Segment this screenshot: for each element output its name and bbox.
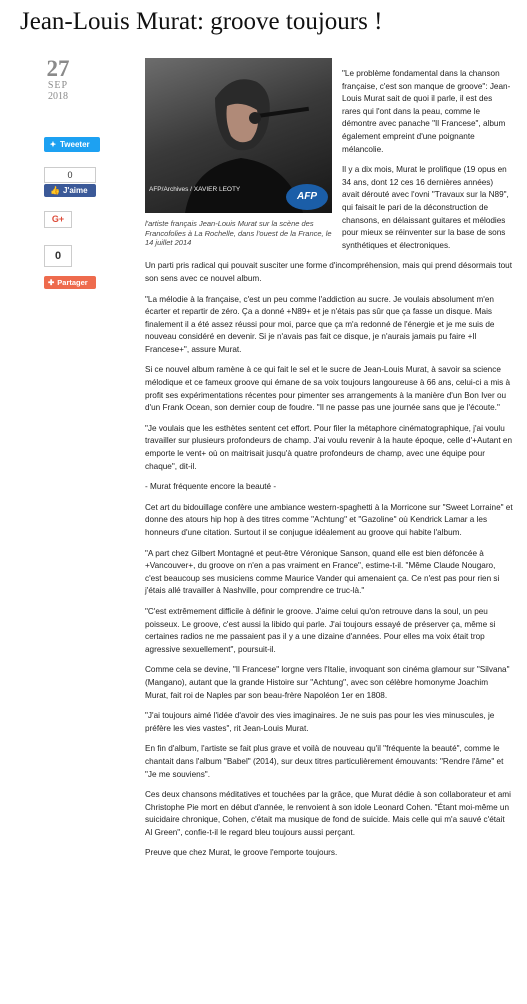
publish-date [36,58,80,102]
paragraph: "Je voulais que les esthètes sentent cet effort. Pour filer la métaphore cinématographique, j'ai voulu travailler sur plusieurs profondeurs de champ. J'ai voulu revenir à la haute époque, celle d'+Autant en emporte le vent+ où on maitrisait jusqu'à quatre profondeurs de champ, avec une équipe pour chaque", dit-il. [145,423,513,471]
google-plus-button[interactable]: G+ [44,211,72,228]
paragraph: Comme cela se devine, "Il Francese" lorgne vers l'Italie, invoquant son cinéma glamour sur "Silvana" (Mangano), autant que la grande Histoire sur "Achtung", avec son célèbre homonyme Joachim Murat, fait roi de Naples par son beau-frère Napoléon 1er en 1808. [145,665,510,700]
paragraph: Si ce nouvel album ramène à ce qui fait le sel et le sucre de Jean-Louis Murat, à savoir sa science mélodique et ce fameux groove qui émane de sa voix toujours langoureuse à 66 ans, celui-ci a mis à profit ses expérimentations récentes pour pimenter ses arrangements à la manière d'un Bon Iver ou d'un Frank Ocean, son dernier coup de foudre. "Il ne passe pas une journée sans que je l'écoute." [145,365,511,413]
date-day: 27 [46,56,70,81]
share-icon: ✚ [48,278,55,287]
article-title: Jean-Louis Murat: groove toujours ! [20,8,383,35]
photo-caption: l'artiste français Jean-Louis Murat sur la scène des Francofolies à La Rochelle, dans l'ouest de la France, le 14 juillet 2014 [145,219,332,247]
paragraph: "A part chez Gilbert Montagné et peut-être Véronique Sanson, quand elle est bien défoncée à +Vancouver+, du groove on n'en a pas vraiment en France", estime-t-il. "Même Claude Nougaro, c'est beaucoup ses musiciens comme Maurice Vander qui amenaient ça. Ce n'est pas pour rien si j'étais allé travailler à Nashville, pour comprendre ce truc-là." [145,548,500,596]
share-count: 0 [44,245,72,267]
article-body [145,68,513,868]
paragraph: "C'est extrêmement difficile à définir le groove. J'aime celui qu'on retrouve dans la soul, un peu poisseux. Le groove, c'est aussi la libido qui parle. J'ai toujours essayé de préserver ça, même si certaines radios ne me passaient pas il y a une dizaine d'années. Pour elles ma voix était trop agressive sexuellement", poursuit-il. [145,606,496,654]
tweet-label: Tweeter [60,140,90,149]
paragraph: "Le problème fondamental dans la chanson française, c'est son manque de groove": Jean-Louis Murat sait de quoi il parle, il est des rares qui l'ont dans la peau, comme le démontre avec panache "Il Francese", album également empreint d'une poignante mélancolie. [342,69,511,154]
paragraph: "J'ai toujours aimé l'idée d'avoir des vies imaginaires. Je ne suis pas pour les vies minuscules, je préfère les vies vastes", rit Jean-Louis Murat. [145,711,495,733]
facebook-like-label: J'aime [62,186,88,195]
paragraph: En fin d'album, l'artiste se fait plus grave et voilà de nouveau qu'il "fréquente la beauté", comme le chantait dans l'album "Babel" (2014), sur deux titres particulièrement émouvants: "Rendre l'âme" et "Je me souviens". [145,744,504,779]
share-button[interactable] [44,276,96,289]
date-month: SEP [47,80,69,91]
twitter-bird-icon: ✦ [49,140,57,149]
share-label: Partager [57,278,88,287]
photo-credit: AFP/Archives / XAVIER LEOTY [149,186,241,193]
facebook-like-button[interactable] [44,184,96,197]
paragraph: "La mélodie à la française, c'est un peu comme l'addiction au sucre. Je voulais absolument m'en écarter et repartir de zéro. Ça a donné +N89+ et je n'étais pas sûr que ça fasse un disque. Mais finalement il a été assez réussi pour moi, parce que ça m'a redonné de l'énergie et je me suis de nouveau considéré en devenir. Si je n'avais pas fait ce disque, je n'aurais jamais pu faire +Il Francese+", assure Murat. [145,294,495,354]
paragraph: Un parti pris radical qui pouvait susciter une forme d'incompréhension, mais qui prend désormais tout son sens avec ce nouvel album. [145,261,512,283]
tweet-button[interactable] [44,137,100,152]
paragraph: Ces deux chansons méditatives et touchées par la grâce, que Murat dédie à son collaborateur et ami Christophe Pie mort en début d'année, le renvoient à son idole Leonard Cohen. "Étant moi-même un suicidaire chronique, Cohen, c'était ma musique de fond de suicide. Mais celle qui m'a sauvé c'était Al Green", confie-t-il le regard bleu toujours aussi perçant. [145,790,511,837]
section-heading: - Murat fréquente encore la beauté - [145,482,277,492]
date-year: 2018 [48,91,68,102]
paragraph: Preuve que chez Murat, le groove l'emporte toujours. [145,848,338,858]
paragraph: Il y a dix mois, Murat le prolifique (19 opus en 34 ans, dont 12 ces 16 dernières années) avait dérouté avec l'ovni "Travaux sur la N89", qui faisait le pari de la déconstruction de chansons, en délaissant guitares et mélodies pour mieux se réinventer sur la base de sons synthétiques et électroniques. [342,165,509,250]
thumbs-up-icon: 👍 [50,186,60,195]
paragraph: Cet art du bidouillage confère une ambiance western-spaghetti à la Morricone sur "Sweet Lorraine" et donne des atours hip hop à des titres comme "Achtung" et "Gazoline" où Kendrick Lamar a les honneurs d'une citation. Surtout il se conjugue idéalement au groove qui habite l'album. [145,502,513,537]
afp-logo: AFP [286,184,328,210]
facebook-like-count: 0 [44,167,96,183]
